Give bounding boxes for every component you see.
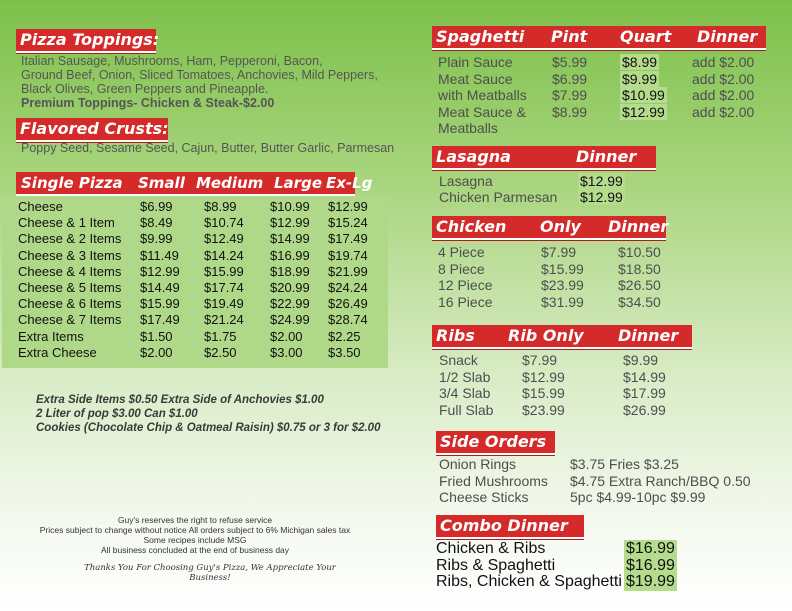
combo-price: $19.99 [626,573,675,590]
toppings-line: Black Olives, Green Peppers and Pineapple. [21,82,269,96]
chicken-item: 8 Piece [438,260,485,277]
ribs-item: Full Slab [439,401,494,418]
spaghetti-item: Plain Sauce [438,54,513,70]
ribs-header [432,325,692,349]
price-pint: $8.99 [552,103,588,120]
price-large: $18.99 [270,263,310,279]
side-item: Fried Mushrooms [439,472,548,489]
price-medium: $1.75 [204,328,237,344]
chicken-item: 12 Piece [438,277,493,293]
price-large: $10.99 [270,199,310,214]
pizza-item: Cheese & 4 Items [18,263,122,279]
price-rib-only: $15.99 [522,385,565,401]
price-rib-only: $23.99 [522,401,565,418]
col-medium: Medium [196,174,264,192]
col-single-pizza: Single Pizza [21,174,123,192]
price-small: $1.50 [140,328,173,344]
premium-toppings: Premium Toppings- Chicken & Steak-$2.00 [21,96,275,110]
price-exlg: $17.49 [328,231,368,247]
combo-dinner-header [436,515,584,539]
price-small: $9.99 [140,231,173,247]
col-quart: Quart [620,27,672,46]
side-orders-header [436,431,555,455]
col-pint: Pint [551,27,588,46]
price-quart: $8.99 [622,54,658,70]
pizza-item: Extra Items [18,328,84,344]
price-small: $6.99 [140,199,173,214]
price-small: $17.49 [140,312,180,328]
price-dinner: add $2.00 [692,54,755,70]
col-large: Large [274,174,322,192]
price-dinner: add $2.00 [692,103,755,120]
price-small: $12.99 [140,263,180,279]
col-lasagna: Lasagna [436,147,511,166]
price-large: $16.99 [270,247,310,263]
price-small: $8.49 [140,215,173,231]
combo-item: Chicken & Ribs [436,540,546,557]
pizza-item: Cheese [18,199,63,214]
price-large: $22.99 [270,296,310,312]
price-medium: $8.99 [204,199,237,214]
col-rib-only: Rib Only [508,326,584,345]
chicken-item: 16 Piece [438,293,493,310]
price-large: $2.00 [270,328,303,344]
extras-line: Extra Side Items $0.50 Extra Side of Anchovies $1.00 [36,394,324,406]
col-small: Small [138,174,185,192]
pizza-item: Cheese & 1 Item [18,215,115,231]
price-quart: $10.99 [622,87,665,103]
price-exlg: $19.74 [328,247,368,263]
price-only: $7.99 [541,244,577,260]
chicken-item: 4 Piece [438,244,485,260]
spaghetti-item: Meat Sauce & [438,103,526,120]
price-dinner: $34.50 [618,293,661,310]
price-small: $14.49 [140,280,180,295]
flavored-crusts-title: Flavored Crusts: [20,119,169,138]
footer-line: Guy's reserves the right to refuse service [117,515,273,525]
pizza-item: Cheese & 7 Items [18,312,122,328]
price-rib-only: $12.99 [522,368,565,385]
ribs-item: Snack [439,352,478,368]
price-medium: $15.99 [204,263,244,279]
side-price: $4.75 Extra Ranch/BBQ 0.50 [570,472,751,489]
footer-notes [25,515,365,555]
price-exlg: $12.99 [328,199,368,214]
price-only: $31.99 [541,293,584,310]
price-dinner: $9.99 [623,352,659,368]
combo-price: $16.99 [626,540,675,557]
pizza-item: Cheese & 3 Items [18,247,122,263]
price-dinner: $26.50 [618,277,661,293]
ribs-item: 1/2 Slab [439,368,491,385]
pizza-item: Cheese & 6 Items [18,296,122,312]
price-exlg: $3.50 [328,344,361,360]
toppings-line: Italian Sausage, Mushrooms, Ham, Pepperoni, Bacon, [21,54,323,68]
price-dinner: $17.99 [623,385,666,401]
price-pint: $7.99 [552,87,588,103]
col-lasagna-dinner: Dinner [576,147,637,166]
price-quart: $12.99 [622,103,665,120]
col-dinner: Dinner [697,27,758,46]
price-dinner: $12.99 [580,173,623,189]
price-dinner: $26.99 [623,401,666,418]
footer-line: All business concluded at the end of business day [100,545,290,555]
price-pint: $6.99 [552,70,588,87]
side-price: 5pc $4.99-10pc $9.99 [570,489,706,505]
col-chicken: Chicken [436,217,507,236]
chicken-header [432,216,669,240]
col-exlg: Ex-Lg [326,174,373,192]
col-chicken-only: Only [540,217,581,236]
lasagna-item: Chicken Parmesan [439,189,558,205]
price-small: $2.00 [140,344,173,360]
crusts-list: Poppy Seed, Sesame Seed, Cajun, Butter, Butter Garlic, Parmesan [21,141,395,155]
toppings-list [21,54,391,110]
pizza-toppings-header [16,29,160,53]
price-medium: $19.49 [204,296,244,312]
toppings-line: Ground Beef, Onion, Sliced Tomatoes, Anchovies, Mild Peppers, [21,68,378,82]
price-dinner: $10.50 [618,244,661,260]
price-dinner: add $2.00 [692,70,755,87]
spaghetti-item: Meat Sauce [438,70,513,87]
flavored-crusts-header [16,118,168,142]
price-medium: $17.74 [204,280,244,295]
price-exlg: $21.99 [328,263,368,279]
price-small: $11.49 [140,247,179,263]
pizza-item: Cheese & 2 Items [18,231,122,247]
spaghetti-extra-line: Meatballs [438,120,498,136]
single-pizza-header [16,172,373,196]
price-pint: $5.99 [552,54,588,70]
extras-line: 2 Liter of pop $3.00 Can $1.00 [36,408,198,420]
ribs-item: 3/4 Slab [439,385,491,401]
col-spaghetti: Spaghetti [436,27,525,46]
price-only: $23.99 [541,277,584,293]
price-only: $15.99 [541,260,584,277]
side-price: $3.75 Fries $3.25 [570,456,679,472]
price-medium: $14.24 [204,247,244,263]
footer-line: Some recipes include MSG [143,535,247,545]
price-exlg: $28.74 [328,312,368,328]
extras-line: Cookies (Chocolate Chip & Oatmeal Raisin) $0.75 or 3 for $2.00 [36,422,381,434]
price-medium: $21.24 [204,312,244,328]
price-medium: $12.49 [204,231,244,247]
col-ribs-dinner: Dinner [618,326,679,345]
thanks-message: Thanks You For Choosing Guy's Pizza, We Appreciate Your Business! [84,563,336,583]
pizza-item: Cheese & 5 Items [18,280,122,295]
spaghetti-header [432,26,766,50]
price-medium: $2.50 [204,344,237,360]
pizza-toppings-title: Pizza Toppings: [20,30,160,49]
price-dinner: $14.99 [623,368,666,385]
price-exlg: $26.49 [328,296,368,312]
pizza-item: Extra Cheese [18,344,97,360]
price-large: $3.00 [270,344,303,360]
price-rib-only: $7.99 [522,352,558,368]
price-dinner: add $2.00 [692,87,755,103]
combo-item: Ribs & Spaghetti [436,556,556,574]
price-exlg: $15.24 [328,215,368,231]
side-item: Cheese Sticks [439,489,529,505]
footer-line: Prices subject to change without notice All orders subject to 6% Michigan sales tax [39,525,351,535]
col-chicken-dinner: Dinner [608,217,669,236]
lasagna-header [432,146,656,170]
price-large: $24.99 [270,312,310,328]
price-large: $14.99 [270,231,310,247]
side-orders-title: Side Orders [440,432,547,451]
price-dinner: $12.99 [580,189,623,205]
combo-dinner-title: Combo Dinner [440,516,568,535]
price-large: $12.99 [270,215,310,231]
lasagna-item: Lasagna [439,173,493,189]
price-quart: $9.99 [622,70,658,87]
col-ribs: Ribs [436,326,475,345]
price-large: $20.99 [270,280,310,295]
combo-price: $16.99 [626,556,675,574]
extras-block [36,393,380,435]
combo-item: Ribs, Chicken & Spaghetti [436,573,622,590]
price-dinner: $18.50 [618,260,661,277]
side-item: Onion Rings [439,456,517,472]
price-exlg: $2.25 [328,328,361,344]
price-exlg: $24.24 [328,280,368,295]
spaghetti-item: with Meatballs [438,87,527,103]
price-small: $15.99 [140,296,180,312]
price-medium: $10.74 [204,215,244,231]
